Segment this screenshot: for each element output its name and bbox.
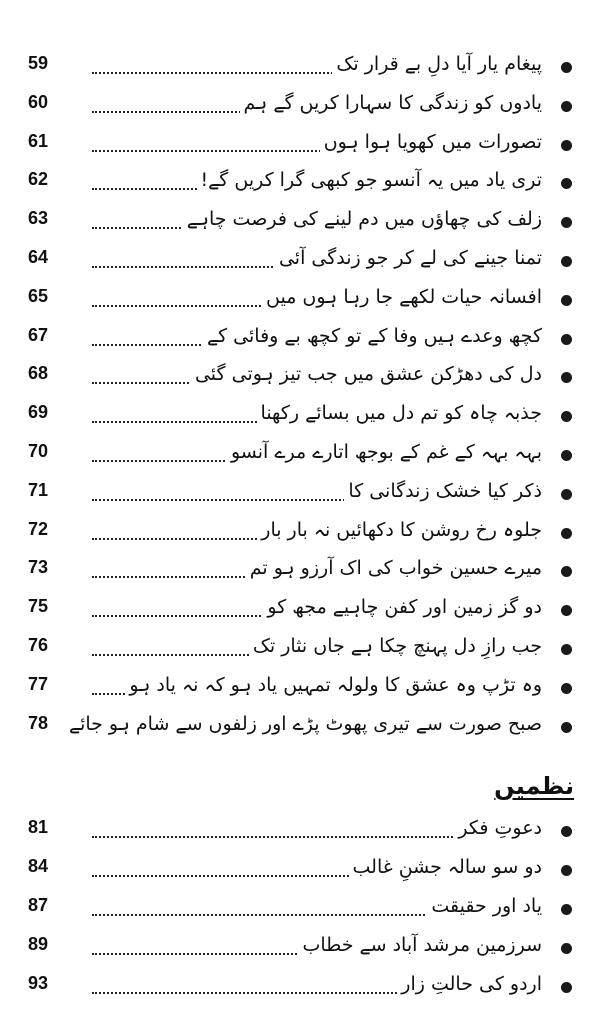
page-number: 61 (28, 130, 49, 151)
bullet-icon (561, 334, 572, 345)
entry-title: پیغام یار آیا دلِ بے قرار تک (332, 50, 542, 78)
entry-title: کچھ وعدے ہیں وفا کے تو کچھ بے وفائی کے (203, 322, 542, 350)
toc-entry (0, 397, 600, 437)
toc-entry (0, 552, 600, 592)
bullet-icon (561, 140, 572, 151)
bullet-icon (561, 256, 572, 267)
toc-entry (0, 669, 600, 709)
page-number: 72 (28, 518, 49, 539)
toc-entry (0, 591, 600, 631)
bullet-icon (561, 904, 572, 915)
toc-entry (0, 281, 600, 321)
entry-title: تری یاد میں یہ آنسو جو کبھی گرا کریں گے! (197, 166, 542, 194)
bullet-icon (561, 982, 572, 993)
entry-title: تمنا جینے کی لے کر جو زندگی آئی (275, 244, 542, 272)
entry-title: جلوہ رخ روشن کا دکھائیں نہ بار بار (257, 516, 542, 544)
entry-title: میرے حسین خواب کی اک آرزو ہو تم (246, 554, 542, 582)
page-number: 60 (28, 91, 49, 112)
page-number: 70 (28, 441, 49, 461)
page-number: 78 (28, 712, 49, 733)
entry-title: جذبہ چاہ کو تم دل میں بسائے رکھنا (257, 399, 542, 427)
entry-title: ذکر کیا خشک زندگانی کا (344, 477, 542, 505)
entry-title: دو سو سالہ جشنِ غالب (349, 853, 543, 881)
bullet-icon (561, 295, 572, 306)
toc-entry (0, 475, 600, 515)
toc-entry (0, 436, 600, 476)
entry-title: یادوں کو زندگی کا سہارا کریں گے ہم (240, 89, 543, 117)
bullet-icon (561, 528, 572, 539)
page-number: 77 (28, 673, 49, 694)
bullet-icon (561, 411, 572, 422)
entry-title: دل کی دھڑکن عشق میں جب تیز ہوتی گئی (191, 360, 542, 388)
toc-entry (0, 630, 600, 670)
page-number: 64 (28, 247, 49, 267)
toc-entry (0, 87, 600, 127)
page-number: 89 (28, 934, 49, 954)
toc-entry (0, 812, 600, 852)
bullet-icon (561, 865, 572, 876)
toc-entry (0, 203, 600, 243)
page-number: 81 (28, 817, 49, 837)
bullet-icon (561, 217, 572, 228)
bullet-icon (561, 943, 572, 954)
toc-entry (0, 358, 600, 398)
entry-title: افسانہ حیات لکھے جا رہا ہوں میں (262, 283, 542, 311)
entry-title: زلف کی چھاؤں میں دم لینے کی فرصت چاہے (183, 205, 542, 233)
entry-title: دعوتِ فکر (454, 814, 542, 842)
bullet-icon (561, 450, 572, 461)
entry-title: دو گز زمین اور کفن چاہیے مجھ کو (263, 593, 542, 621)
page-number: 59 (28, 53, 49, 73)
toc-entry (0, 164, 600, 204)
bullet-icon (561, 826, 572, 837)
page-number: 76 (28, 635, 49, 655)
entry-title: بہہ بہہ کے غم کے بوجھ اتارے مرے آنسو (227, 438, 542, 466)
bullet-icon (561, 372, 572, 383)
toc-entry (0, 242, 600, 282)
page-number: 93 (28, 973, 49, 993)
toc-entry (0, 514, 600, 554)
toc-entry (0, 890, 600, 930)
section-heading-nazmein: نظمیں (494, 772, 574, 800)
toc-entry (0, 851, 600, 891)
bullet-icon (561, 101, 572, 112)
page-number: 69 (28, 402, 49, 423)
bullet-icon (561, 644, 572, 655)
page-number: 87 (28, 895, 49, 915)
page-number: 73 (28, 557, 49, 578)
toc-entry (0, 48, 600, 88)
page-number: 62 (28, 169, 49, 190)
page-number: 63 (28, 208, 49, 229)
page-number: 75 (28, 596, 49, 617)
bullet-icon (561, 178, 572, 189)
toc-entry (0, 929, 600, 969)
page-number: 67 (28, 324, 49, 345)
bullet-icon (561, 489, 572, 500)
bullet-icon (561, 683, 572, 694)
bullet-icon (561, 566, 572, 577)
page-number: 68 (28, 363, 49, 384)
bullet-icon (561, 605, 572, 616)
toc-entry (0, 126, 600, 166)
bullet-icon (561, 722, 572, 733)
entry-title: صبح صورت سے تیری پھوٹ پڑے اور زلفوں سے شام ہو جائے (65, 710, 542, 738)
entry-title: سرزمین مرشد آباد سے خطاب (298, 931, 542, 959)
entry-title: اردو کی حالتِ زار (397, 970, 542, 998)
entry-title: یاد اور حقیقت (427, 892, 542, 920)
toc-entry (0, 320, 600, 360)
toc-entry (0, 708, 600, 748)
entry-title: جب رازِ دل پہنچ چکا ہے جاں نثار تک (249, 632, 542, 660)
entry-title: تصورات میں کھویا ہوا ہوں (320, 128, 542, 156)
page-number: 65 (28, 285, 49, 306)
toc-entry (0, 968, 600, 1008)
entry-title: وہ تڑپ وہ عشق کا ولولہ تمہیں یاد ہو کہ نہ یاد ہو (125, 671, 542, 699)
page-number: 84 (28, 856, 49, 876)
page-number: 71 (28, 479, 49, 500)
bullet-icon (561, 62, 572, 73)
